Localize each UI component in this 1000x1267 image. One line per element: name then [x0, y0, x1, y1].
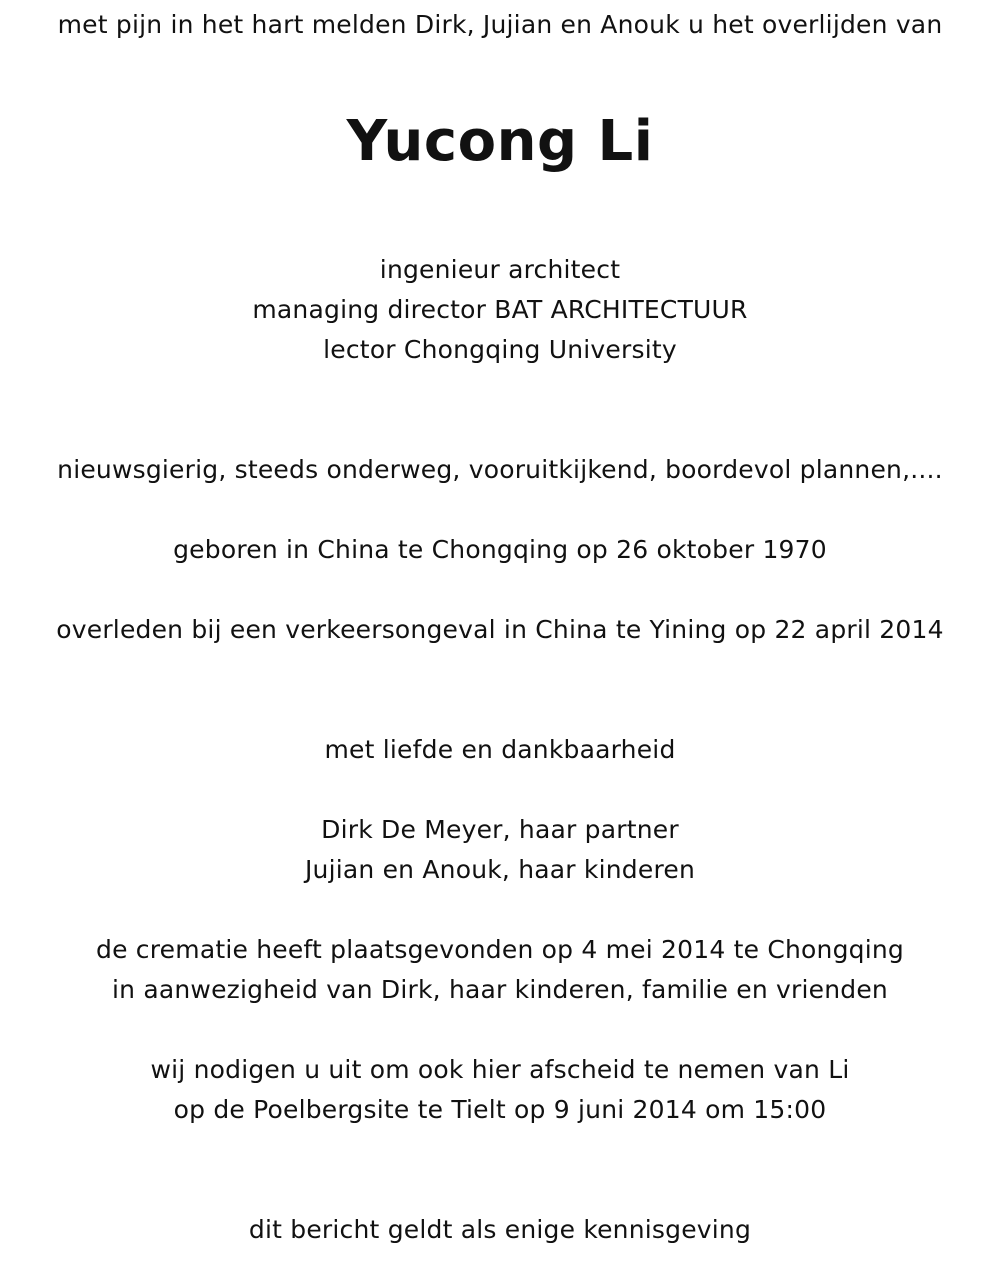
- description-text: nieuwsgierig, steeds onderweg, vooruitkijkend, boordevol plannen,....: [57, 455, 943, 484]
- birth-text: geboren in China te Chongqing op 26 oktober 1970: [173, 535, 827, 564]
- family-line-1: Dirk De Meyer, haar partner: [321, 815, 679, 844]
- title-line-1: ingenieur architect: [379, 255, 621, 284]
- title-line-3: lector Chongqing University: [323, 335, 677, 364]
- title-line-2: managing director BAT ARCHITECTUUR: [252, 295, 748, 324]
- family-line-2: Jujian en Anouk, haar kinderen: [304, 855, 696, 884]
- intro-text: met pijn in het hart melden Dirk, Jujian en Anouk u het overlijden van: [57, 10, 943, 39]
- deceased-name: Yucong Li: [346, 109, 654, 174]
- invitation-line-2: op de Poelbergsite te Tielt op 9 juni 2014 om 15:00: [173, 1095, 827, 1124]
- invitation-line-1: wij nodigen u uit om ook hier afscheid te nemen van Li: [150, 1055, 850, 1084]
- notice-text: dit bericht geldt als enige kennisgeving: [248, 1215, 752, 1244]
- cremation-line-2: in aanwezigheid van Dirk, haar kinderen, familie en vrienden: [112, 975, 888, 1004]
- death-text: overleden bij een verkeersongeval in China te Yining op 22 april 2014: [56, 615, 944, 644]
- cremation-line-1: de crematie heeft plaatsgevonden op 4 mei 2014 te Chongqing: [96, 935, 904, 964]
- love-text: met liefde en dankbaarheid: [324, 735, 676, 764]
